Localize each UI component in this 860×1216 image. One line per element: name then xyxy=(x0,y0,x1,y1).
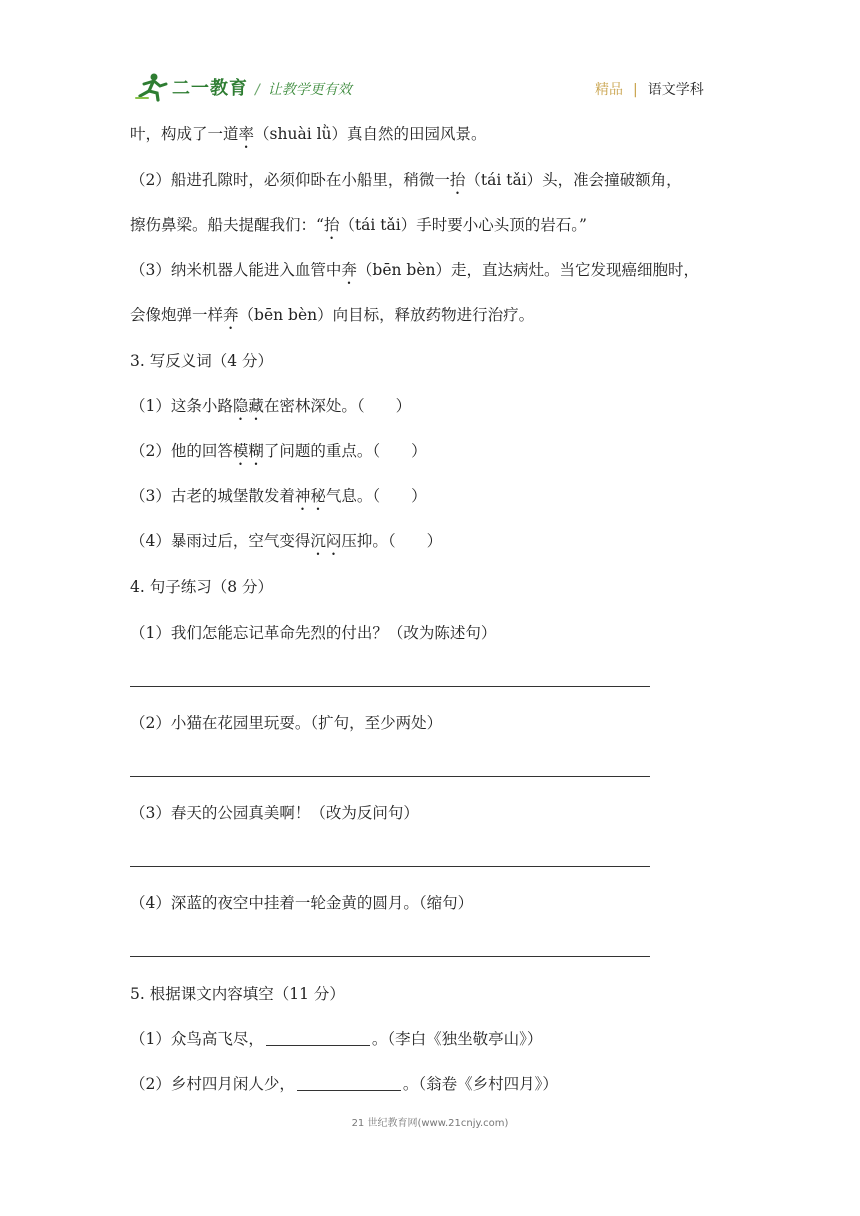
brand-subject: 语文学科 xyxy=(647,82,704,98)
logo-text: 二一教育 xyxy=(172,78,248,99)
brand-tag xyxy=(595,79,704,99)
question-5-title: 5. 根据课文内容填空（11 分） xyxy=(130,985,345,1003)
q4-item-2: （2）小猫在花园里玩耍。（扩句，至少两处） xyxy=(130,714,443,732)
q3-item-2: （2）他的回答模糊了问题的重点。（ ） xyxy=(130,442,427,460)
answer-line[interactable] xyxy=(130,686,650,687)
q5-item-2: （2）乡村四月闲人少， 。（翁卷《乡村四月》） xyxy=(130,1075,558,1093)
brand-separator: | xyxy=(633,82,638,98)
page-footer: 21 世纪教育网(www.21cnjy.com) xyxy=(351,1118,509,1129)
marked-char: 率 xyxy=(238,125,255,143)
marked-char: 奔 xyxy=(223,306,239,324)
q4-item-3: （3）春天的公园真美啊！（改为反问句） xyxy=(130,804,419,822)
slogan: / 让教学更有效 xyxy=(255,82,352,98)
marked-char: 抬 xyxy=(449,171,466,189)
brand-quality: 精品 xyxy=(595,82,623,98)
q4-item-1: （1）我们怎能忘记革命先烈的付出？（改为陈述句） xyxy=(130,624,497,642)
marked-word: 隐藏 xyxy=(232,397,264,415)
runner-logo-icon xyxy=(134,72,170,102)
marked-char: 抬 xyxy=(323,216,340,234)
marked-char: 奔 xyxy=(341,261,357,279)
question-3-title: 3. 写反义词（4 分） xyxy=(130,352,274,370)
slogan-text: 让教学更有效 xyxy=(267,82,352,98)
text-line: 叶，构成了一道率（shuài lǜ）真自然的田园风景。 xyxy=(130,125,487,143)
question-4-title: 4. 句子练习（8 分） xyxy=(130,578,274,596)
answer-line[interactable] xyxy=(130,776,650,777)
q5-item-1: （1）众鸟高飞尽， 。（李白《独坐敬亭山》） xyxy=(130,1030,543,1048)
answer-line[interactable] xyxy=(130,956,650,957)
marked-word: 神秘 xyxy=(294,487,326,505)
fill-blank[interactable] xyxy=(266,1031,370,1046)
marked-word: 模糊 xyxy=(232,442,264,460)
page-header xyxy=(0,0,860,110)
fill-blank[interactable] xyxy=(297,1076,401,1091)
answer-line[interactable] xyxy=(130,866,650,867)
text-line: （3）纳米机器人能进入血管中奔（bēn bèn）走，直达病灶。当它发现癌细胞时， xyxy=(130,261,699,279)
marked-word: 沉闷 xyxy=(310,532,342,550)
text-line: （2）船进孔隙时，必须仰卧在小船里，稍微一抬（tái tǎi）头，准会撞破额角， xyxy=(130,171,682,189)
logo xyxy=(134,72,248,102)
q4-item-4: （4）深蓝的夜空中挂着一轮金黄的圆月。（缩句） xyxy=(130,894,474,912)
text-line: 会像炮弹一样奔（bēn bèn）向目标，释放药物进行治疗。 xyxy=(130,306,535,324)
q3-item-4: （4）暴雨过后，空气变得沉闷压抑。（ ） xyxy=(130,532,443,550)
q3-item-3: （3）古老的城堡散发着神秘气息。（ ） xyxy=(130,487,427,505)
q3-item-1: （1）这条小路隐藏在密林深处。（ ） xyxy=(130,397,412,415)
text-line: 擦伤鼻梁。船夫提醒我们：“抬（tái tǎi）手时要小心头顶的岩石。” xyxy=(130,216,587,234)
